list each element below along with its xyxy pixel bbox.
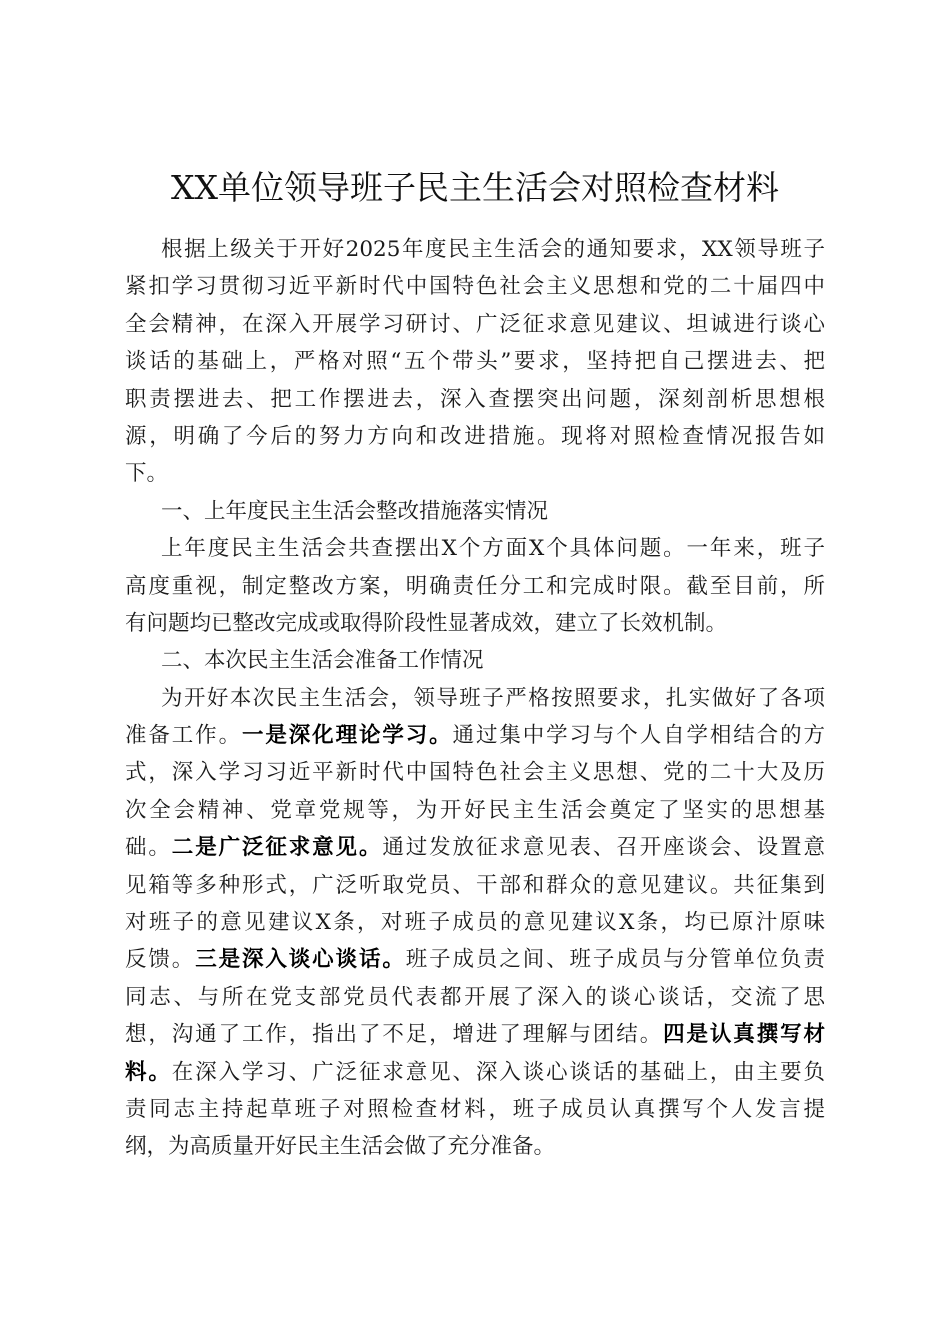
text-line (125, 717, 825, 754)
paragraph-rectification (125, 530, 825, 642)
text-run: 班子成员之间、班子成员与分管单位负责 (405, 947, 825, 973)
paragraph-intro (125, 231, 825, 493)
text-run: 通过发放征求意见表、召开座谈会、设置意 (382, 835, 825, 861)
text-line: 次全会精神、党章党规等，为开好民主生活会奠定了坚实的思想基 (125, 797, 825, 823)
text-line: 为开好本次民主生活会，领导班子严格按照要求，扎实做好了各项 (161, 685, 825, 711)
bold-point-1: 一是深化理论学习。 (241, 723, 453, 749)
text-run: 想，沟通了工作，指出了不足，增进了理解与团结。 (125, 1022, 664, 1048)
section-heading-2: 二、本次民主生活会准备工作情况 (161, 648, 484, 674)
bold-point-2: 二是广泛征求意见。 (171, 835, 383, 861)
text-line (125, 941, 825, 978)
text-run: 在深入学习、广泛征求意见、深入谈心谈话的基础上，由主要负 (171, 1059, 825, 1085)
text-line: 高度重视，制定整改方案，明确责任分工和完成时限。截至目前，所 (125, 573, 825, 599)
text-run: 通过集中学习与个人自学相结合的方 (452, 723, 825, 749)
text-line: 全会精神，在深入开展学习研讨、广泛征求意见建议、坦诚进行谈心 (125, 311, 825, 337)
text-line: 紧扣学习贯彻习近平新时代中国特色社会主义思想和党的二十届四中 (125, 274, 825, 300)
text-line: 同志、与所在党支部党员代表都开展了深入的谈心谈话，交流了思 (125, 984, 825, 1010)
text-line (125, 1016, 825, 1053)
text-line: 见箱等多种形式，广泛听取党员、干部和群众的意见建议。共征集到 (125, 872, 825, 898)
text-run: 反馈。 (125, 947, 196, 973)
text-line: 谈话的基础上，严格对照“五个带头”要求，坚持把自己摆进去、把 (125, 349, 825, 375)
text-line: 式，深入学习习近平新时代中国特色社会主义思想、党的二十大及历 (125, 760, 825, 786)
text-line: 有问题均已整改完成或取得阶段性显著成效，建立了长效机制。 (125, 610, 728, 636)
text-line (125, 1054, 825, 1091)
text-run: 准备工作。 (125, 723, 242, 749)
bold-point-3: 三是深入谈心谈话。 (195, 947, 406, 973)
text-line: 对班子的意见建议X条，对班子成员的意见建议X条，均已原汁原味 (125, 910, 825, 936)
text-line: 源，明确了今后的努力方向和改进措施。现将对照检查情况报告如 (125, 423, 825, 449)
text-line: 下。 (125, 461, 169, 487)
text-line: 纲，为高质量开好民主生活会做了充分准备。 (125, 1134, 556, 1160)
document-body (125, 231, 825, 1166)
text-line: 上年度民主生活会共查摆出X个方面X个具体问题。一年来，班子 (161, 536, 825, 562)
text-line: 责同志主持起草班子对照检查材料，班子成员认真撰写个人发言提 (125, 1096, 825, 1122)
bold-point-4-cont: 料。 (125, 1059, 172, 1085)
paragraph-preparation (125, 680, 825, 1166)
text-line (125, 829, 825, 866)
document-title: XX单位领导班子民主生活会对照检查材料 (171, 168, 779, 207)
text-run: 础。 (125, 835, 172, 861)
bold-point-4: 四是认真撰写材 (663, 1022, 825, 1048)
text-line: 职责摆进去、把工作摆进去，深入查摆突出问题，深刻剖析思想根 (125, 386, 825, 412)
text-line: 根据上级关于开好2025年度民主生活会的通知要求，XX领导班子 (161, 237, 825, 262)
section-heading-1: 一、上年度民主生活会整改措施落实情况 (161, 498, 549, 524)
